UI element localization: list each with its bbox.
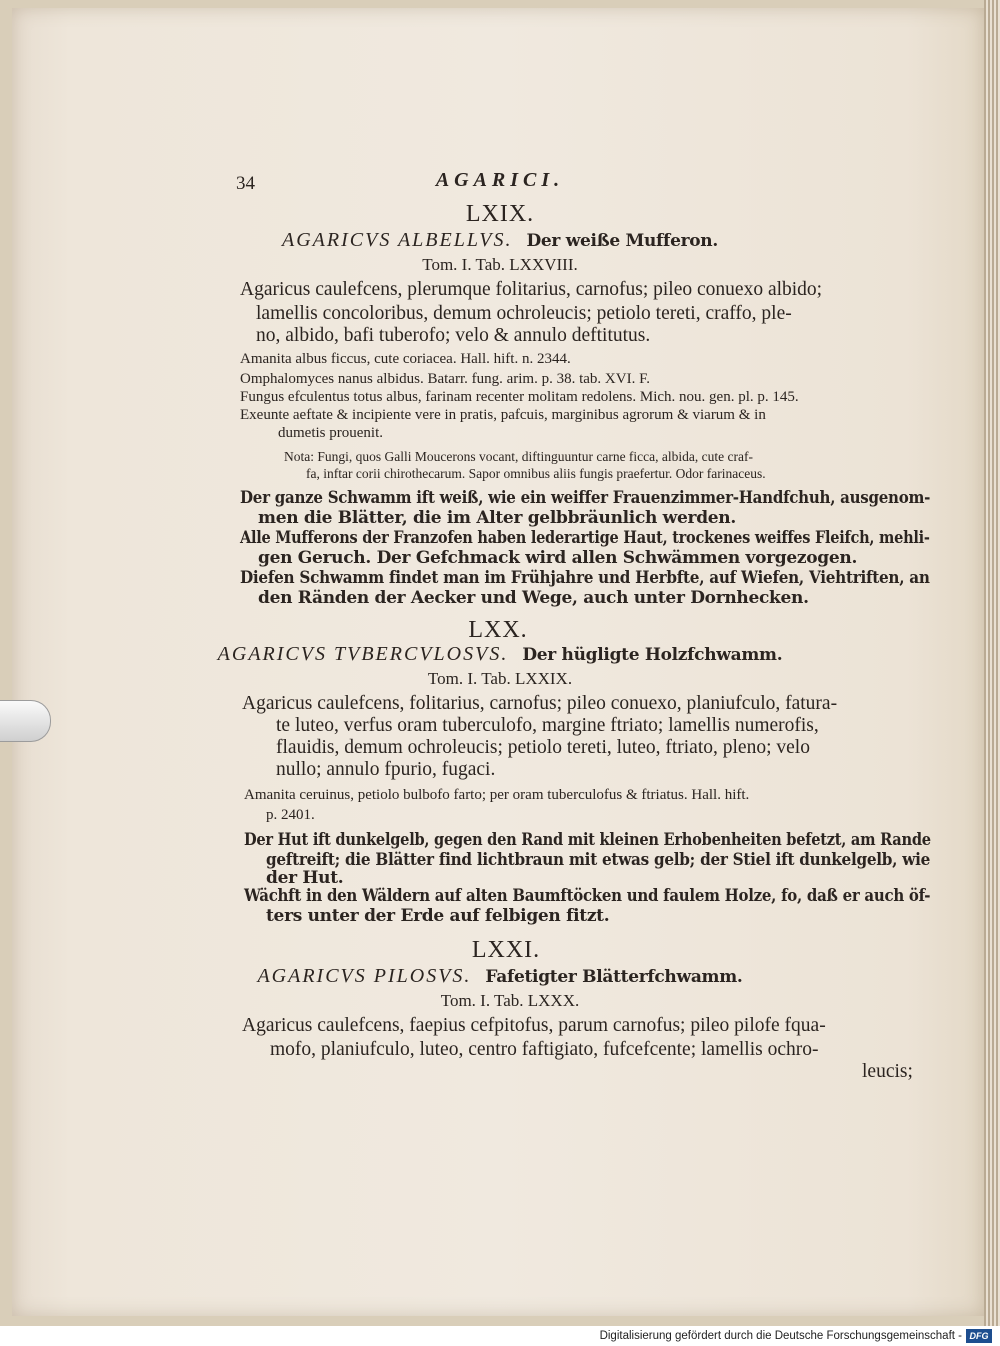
german-text-line: Diefen Schwamm findet man im Frühjahre und Herbfte, auf Wiefen, Viehtriften, an [240, 568, 930, 588]
german-text-line: gen Geruch. Der Gefchmack wird allen Schwämmen vorgezogen. [258, 548, 858, 568]
description-line: te luteo, verfus oram tuberculofo, margine ftriato; lamellis numerofis, [276, 715, 819, 736]
description-line: Agaricus caulefcens, plerumque folitarius, carnofus; pileo conuexo albido; [240, 279, 823, 300]
synonym-line: Omphalomyces nanus albidus. Batarr. fung. arim. p. 38. tab. XVI. F. [240, 371, 650, 387]
species-latin-name: AGARICVS PILOSVS. [257, 965, 472, 987]
description-line: leucis; [862, 1061, 913, 1082]
species-german-name: Der hügligte Holzfchwamm. [522, 645, 783, 665]
habitat-line: dumetis prouenit. [278, 425, 383, 441]
plate-reference: Tom. I. Tab. LXXVIII. [422, 255, 578, 274]
description-line: flauidis, demum ochroleucis; petiolo tereti, luteo, ftriato, pleno; velo [276, 737, 810, 758]
synonym-line: p. 2401. [266, 807, 315, 823]
section-number: LXXI. [471, 937, 541, 963]
dfg-logo-icon: DFG [966, 1329, 992, 1343]
plate-reference: Tom. I. Tab. LXXX. [440, 991, 580, 1010]
habitat-line: Exeunte aeftate & incipiente vere in pratis, pafcuis, marginibus agrorum & viarum & in [240, 407, 766, 423]
description-line: lamellis concoloribus, demum ochroleucis; petiolo tereti, craffo, ple- [256, 303, 792, 324]
synonym-line: Fungus efculentus totus albus, farinam recenter molitam redolens. Mich. nou. gen. pl. p. 145. [240, 389, 799, 405]
nota-line: Nota: Fungi, quos Galli Moucerons vocant, diftinguuntur carne ficca, albida, cute craf- [284, 449, 753, 464]
section-heading [0, 966, 1000, 986]
section-number: LXIX. [465, 201, 535, 227]
description-line: nullo; annulo fpurio, fugaci. [276, 759, 496, 780]
synonym-line: Amanita ceruinus, petiolo bulbofo farto; per oram tuberculofus & ftriatus. Hall. hift. [244, 787, 750, 803]
german-text-line: geftreift; die Blätter find lichtbraun mit etwas gelb; der Stiel ift dunkelgelb, wie [266, 850, 931, 870]
species-latin-name: AGARICVS TVBERCVLOSVS. [217, 643, 509, 665]
section-number: LXX. [468, 617, 528, 643]
german-text-line: Alle Mufferons der Franzofen haben lederartige Haut, trockenes weiffes Fleifch, mehli- [240, 528, 930, 548]
german-text-line: Der ganze Schwamm ift weiß, wie ein weiffer Frauenzimmer-Handfchuh, ausgenom- [240, 488, 931, 508]
plate-reference: Tom. I. Tab. LXXIX. [427, 669, 573, 688]
section-heading [0, 230, 1000, 250]
species-german-name: Der weiße Mufferon. [526, 231, 718, 251]
species-german-name: Fafetigter Blätterfchwamm. [485, 967, 743, 987]
german-text-line: Der Hut ift dunkelgelb, gegen den Rand mit kleinen Erhobenheiten befetzt, am Rande [244, 830, 931, 850]
description-line: mofo, planiufculo, luteo, centro faftigiato, fufcefcente; lamellis ochro- [270, 1039, 819, 1060]
german-text-line: ters unter der Erde auf felbigen fitzt. [266, 906, 610, 926]
section-heading [0, 644, 1000, 664]
description-line: Agaricus caulefcens, faepius cefpitofus, parum carnofus; pileo pilofe fqua- [242, 1015, 826, 1036]
description-line: Agaricus caulefcens, folitarius, carnofus; pileo conuexo, planiufculo, fatura- [242, 693, 838, 714]
funding-credit: Digitalisierung gefördert durch die Deutsche Forschungsgemeinschaft - [599, 1330, 962, 1342]
page-number: 34 [236, 173, 255, 194]
species-latin-name: AGARICVS ALBELLVS. [282, 229, 513, 251]
nota-line: fa, inftar corii chirothecarum. Sapor omnibus aliis fungis praefertur. Odor farinaceus. [306, 466, 766, 481]
synonym-line: Amanita albus ficcus, cute coriacea. Hall. hift. n. 2344. [240, 351, 571, 367]
german-text-line: den Ränden der Aecker und Wege, auch unter Dornhecken. [258, 588, 809, 608]
running-head: AGARICI. [435, 169, 565, 191]
page-clip [0, 700, 51, 742]
description-line: no, albido, bafi tuberofo; velo & annulo deftitutus. [256, 325, 651, 346]
german-text-line: men die Blätter, die im Alter gelbbräunlich werden. [258, 508, 736, 528]
footer-bar [0, 1326, 1000, 1346]
german-text-line: der Hut. [266, 868, 344, 888]
german-text-line: Wächft in den Wäldern auf alten Baumftöcken und faulem Holze, fo, daß er auch öf- [244, 886, 931, 906]
